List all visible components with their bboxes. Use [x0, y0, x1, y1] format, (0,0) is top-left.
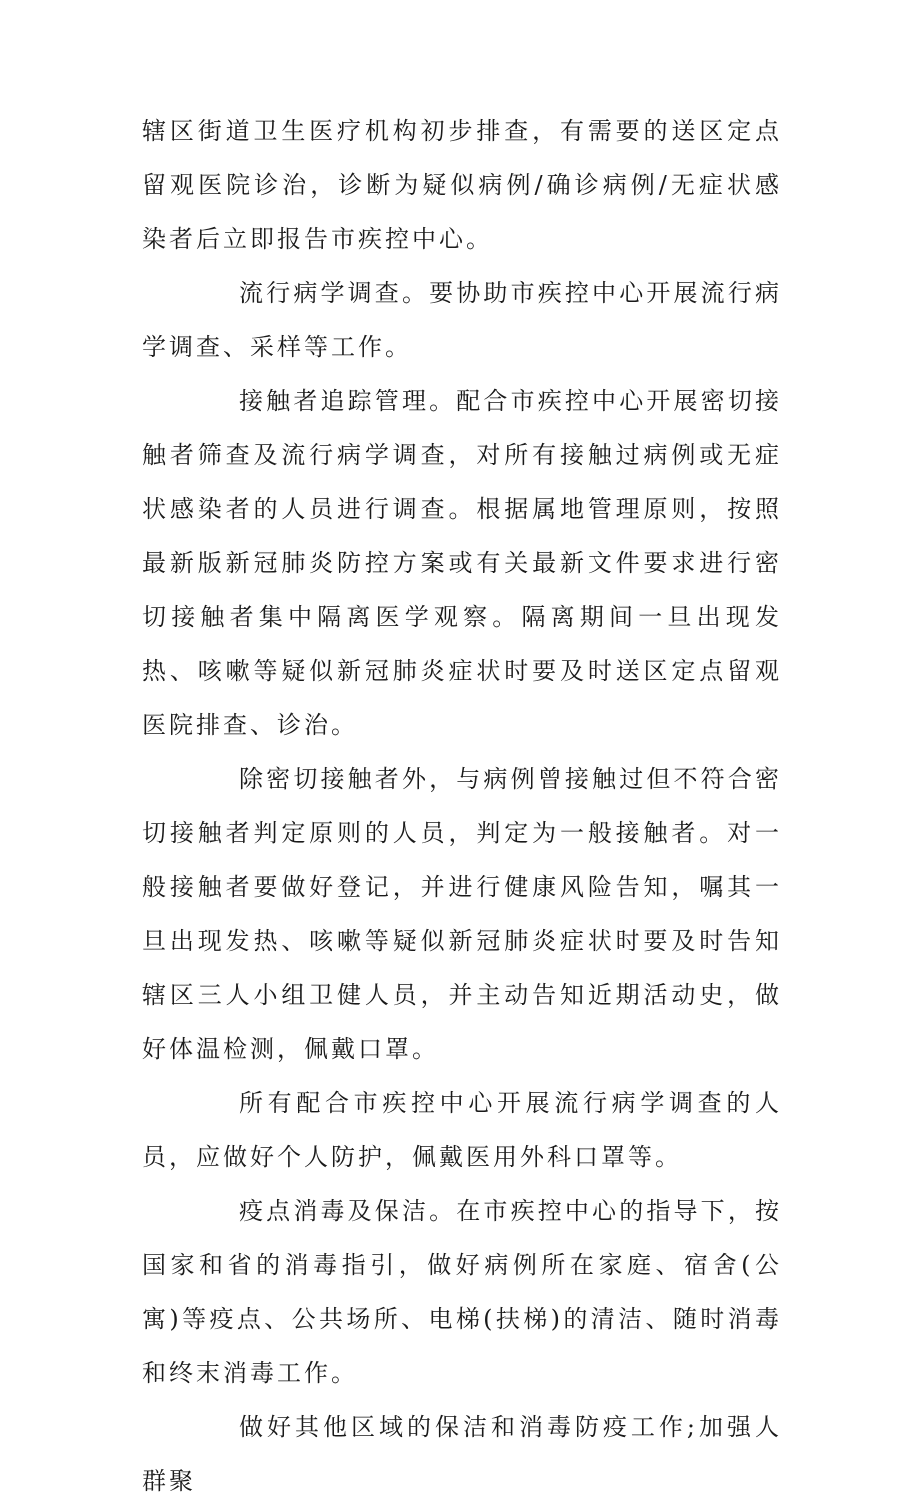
paragraph-contact-tracing: 接触者追踪管理。配合市疾控中心开展密切接触者筛查及流行病学调查，对所有接触过病例或无症状感染者的人员进行调查。根据属地管理原则，按照最新版新冠肺炎防控方案或有关最新文件要求进行密切接触者集中隔离医学观察。隔离期间一旦出现发热、咳嗽等疑似新冠肺炎症状时要及时送区定点留观医院排查、诊治。 [142, 387, 782, 739]
paragraph-general-contacts: 除密切接触者外，与病例曾接触过但不符合密切接触者判定原则的人员，判定为一般接触者。对一般接触者要做好登记，并进行健康风险告知，嘱其一旦出现发热、咳嗽等疑似新冠肺炎症状时要及时告知辖区三人小组卫健人员，并主动告知近期活动史，做好体温检测，佩戴口罩。 [142, 765, 782, 1063]
paragraph-disinfection: 疫点消毒及保洁。在市疾控中心的指导下，按国家和省的消毒指引，做好病例所在家庭、宿舍(公寓)等疫点、公共场所、电梯(扶梯)的清洁、随时消毒和终末消毒工作。 [142, 1197, 782, 1387]
paragraph-epidemiological-survey: 流行病学调查。要协助市疾控中心开展流行病学调查、采样等工作。 [142, 279, 782, 361]
paragraph-continuation: 辖区街道卫生医疗机构初步排查，有需要的送区定点留观医院诊治，诊断为疑似病例/确诊病例/无症状感染者后立即报告市疾控中心。 [142, 117, 782, 253]
paragraph-other-areas: 做好其他区域的保洁和消毒防疫工作;加强人群聚 [142, 1413, 782, 1495]
paragraph-personal-protection: 所有配合市疾控中心开展流行病学调查的人员，应做好个人防护，佩戴医用外科口罩等。 [142, 1089, 782, 1171]
document-body [142, 104, 782, 1508]
